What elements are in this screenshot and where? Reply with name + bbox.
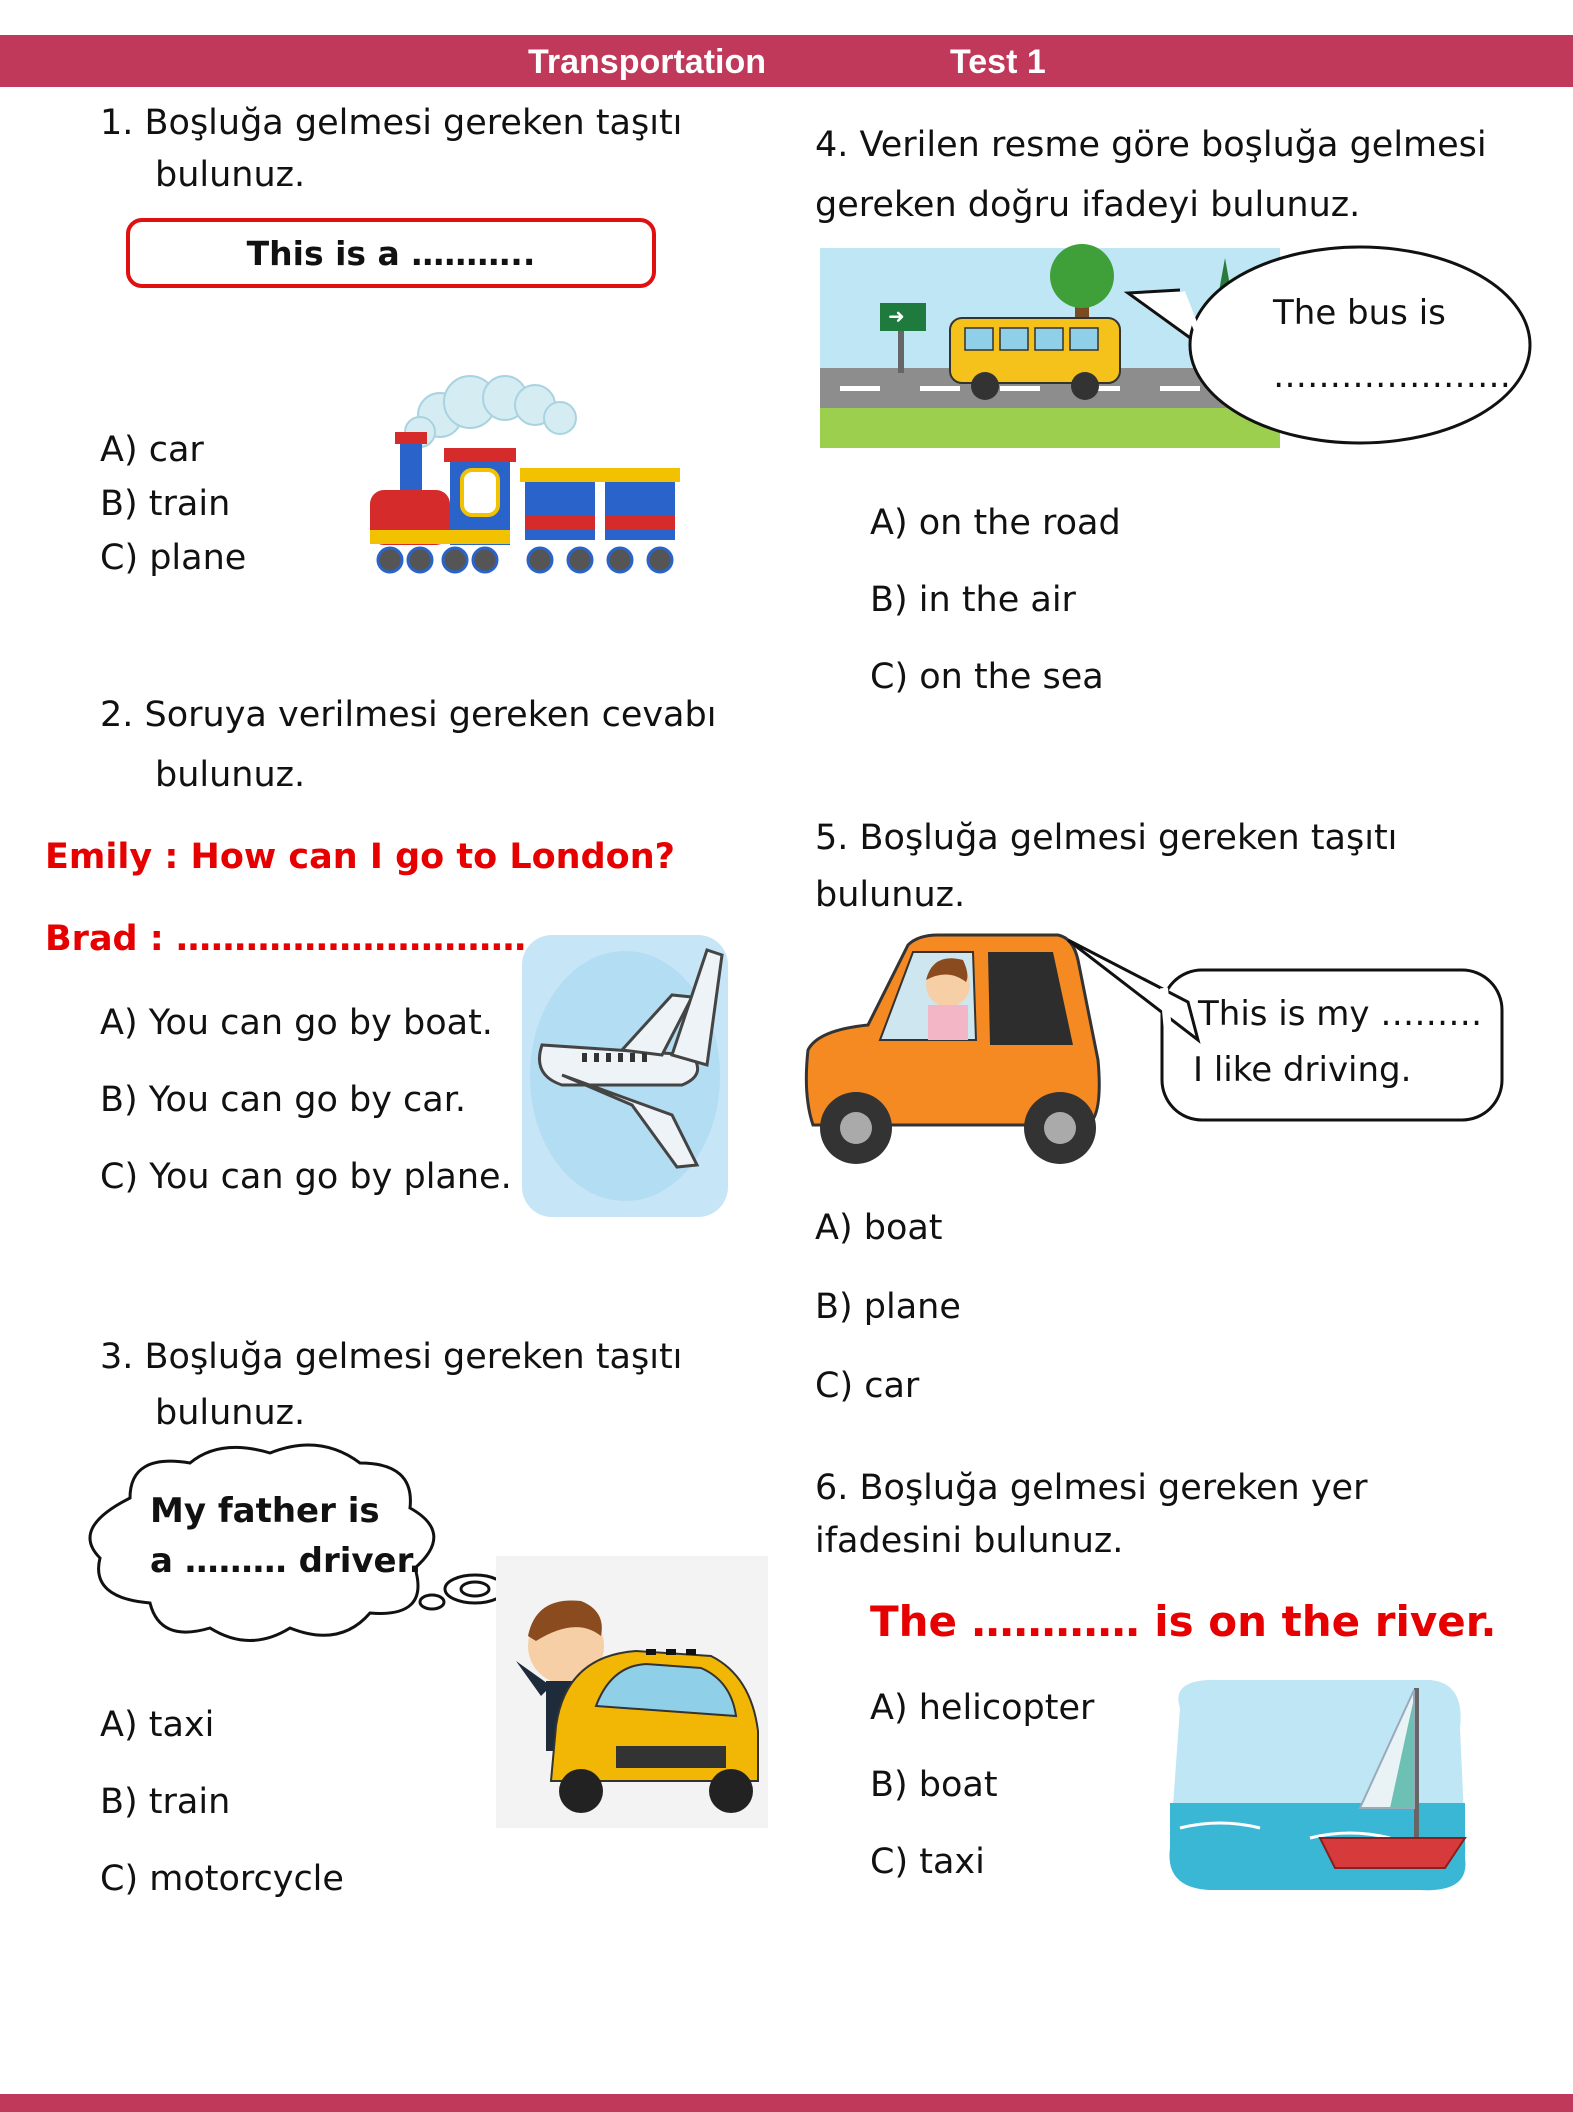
q3-option-b[interactable]: B) train (100, 1782, 231, 1822)
q2-prompt-line1: 2. Soruya verilmesi gereken cevabı (100, 695, 717, 735)
q6-prompt-line1: 6. Boşluğa gelmesi gereken yer (815, 1468, 1368, 1508)
taxi-illustration (496, 1556, 768, 1828)
plane-illustration (522, 935, 728, 1217)
q2-option-c[interactable]: C) You can go by plane. (100, 1157, 512, 1197)
q4-speech-bubble (1128, 245, 1548, 445)
q2-dialog-brad: Brad : ………………………… (45, 919, 526, 959)
q5-bubble-line2: I like driving. (1193, 1050, 1412, 1090)
q2-option-b[interactable]: B) You can go by car. (100, 1080, 467, 1120)
q4-option-b[interactable]: B) in the air (870, 580, 1076, 620)
q2-prompt-line2: bulunuz. (155, 755, 306, 795)
q5-prompt-line2: bulunuz. (815, 875, 966, 915)
worksheet-title: Transportation (528, 43, 767, 81)
q2-option-a[interactable]: A) You can go by boat. (100, 1003, 493, 1043)
q6-option-b[interactable]: B) boat (870, 1765, 998, 1805)
q6-option-c[interactable]: C) taxi (870, 1842, 985, 1882)
orange-car-illustration (798, 930, 1108, 1175)
q1-option-c[interactable]: C) plane (100, 538, 247, 578)
q6-option-a[interactable]: A) helicopter (870, 1688, 1095, 1728)
sailboat-illustration (1160, 1668, 1475, 1898)
q6-sentence: The ………… is on the river. (870, 1597, 1497, 1646)
q3-bubble-line1: My father is (150, 1491, 380, 1531)
q3-bubble-line2: a ……… driver. (150, 1541, 422, 1581)
q1-prompt-line2: bulunuz. (155, 155, 306, 195)
q4-bubble-line1: The bus is (1273, 293, 1446, 333)
q4-option-a[interactable]: A) on the road (870, 503, 1121, 543)
q3-prompt-line1: 3. Boşluğa gelmesi gereken taşıtı (100, 1337, 683, 1377)
q3-prompt-line2: bulunuz. (155, 1393, 306, 1433)
svg-text:➜: ➜ (888, 304, 905, 328)
q3-option-a[interactable]: A) taxi (100, 1705, 215, 1745)
q4-prompt-line1: 4. Verilen resme göre boşluğa gelmesi (815, 125, 1487, 165)
q1-option-a[interactable]: A) car (100, 430, 204, 470)
q2-dialog-emily: Emily : How can I go to London? (45, 837, 675, 877)
q5-option-b[interactable]: B) plane (815, 1287, 961, 1327)
q4-option-c[interactable]: C) on the sea (870, 657, 1104, 697)
q6-prompt-line2: ifadesini bulunuz. (815, 1521, 1124, 1561)
q4-prompt-line2: gereken doğru ifadeyi bulunuz. (815, 185, 1361, 225)
q5-prompt-line1: 5. Boşluğa gelmesi gereken taşıtı (815, 818, 1398, 858)
footer-bar (0, 2094, 1573, 2112)
q5-option-a[interactable]: A) boat (815, 1208, 943, 1248)
q4-bubble-line2: ………………… (1273, 356, 1511, 396)
header-bar (0, 35, 1573, 87)
q5-bubble-line1: This is my ……… (1198, 994, 1483, 1034)
q1-option-b[interactable]: B) train (100, 484, 231, 524)
q3-option-c[interactable]: C) motorcycle (100, 1859, 344, 1899)
q1-blank-box: This is a ……….. (126, 218, 656, 288)
test-number: Test 1 (950, 43, 1046, 81)
q1-prompt-line1: 1. Boşluğa gelmesi gereken taşıtı (100, 103, 683, 143)
q5-option-c[interactable]: C) car (815, 1366, 920, 1406)
train-illustration (360, 370, 680, 590)
